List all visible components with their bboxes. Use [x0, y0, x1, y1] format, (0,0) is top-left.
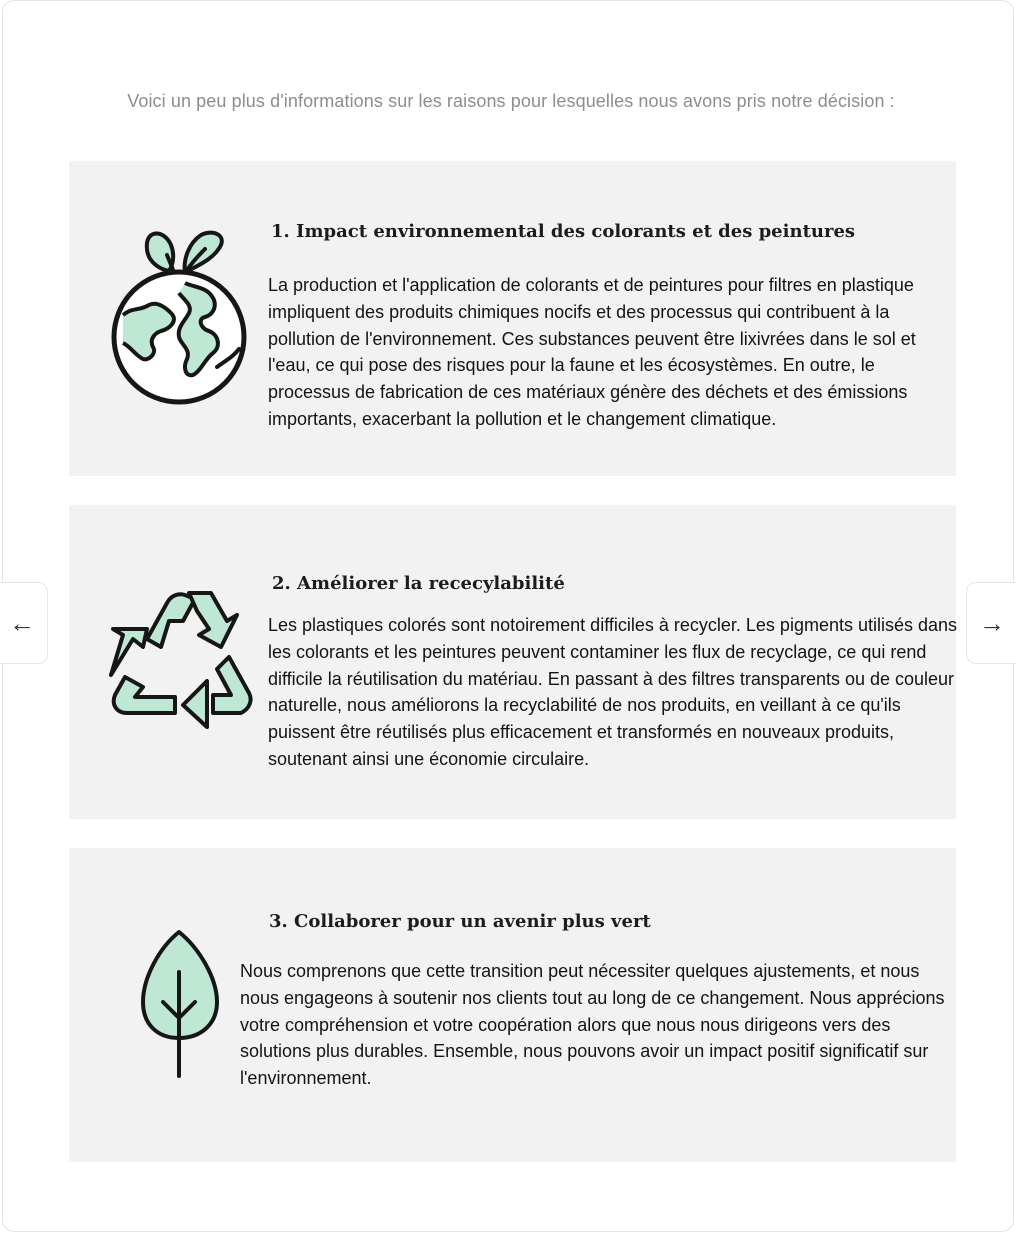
- recycle-icon: [103, 585, 259, 735]
- globe-with-sprout-icon: [109, 221, 251, 407]
- previous-slide-button[interactable]: [0, 582, 48, 664]
- section-title: 3. Collaborer pour un avenir plus vert: [269, 911, 651, 932]
- arrow-left-icon: ←: [9, 607, 35, 638]
- carousel-frame: [2, 0, 1014, 1232]
- section-card-environment: [69, 161, 956, 476]
- section-body: La production et l'application de colorants et de peintures pour filtres en plastique impliquent des produits chimiques nocifs et des processus qui contribuent à la pollution de l'environnement. Ces substances peuvent être lixivrées dans le sol et l'eau, ce qui pose des risques pour la faune et les écosystèmes. En outre, le processus de fabrication de ces matériaux génère des déchets et des émissions importants, exacerbant la pollution et le changement climatique.: [268, 275, 916, 429]
- section-card-recyclability: [69, 505, 956, 819]
- section-title: 1. Impact environnemental des colorants et des peintures: [271, 221, 856, 242]
- intro-text: Voici un peu plus d'informations sur les raisons pour lesquelles nous avons pris notre décision :: [127, 91, 895, 111]
- section-card-greener-future: [69, 848, 956, 1162]
- next-slide-button[interactable]: [966, 582, 1016, 664]
- arrow-right-icon: →: [979, 607, 1005, 638]
- section-body: Les plastiques colorés sont notoirement difficiles à recycler. Les pigments utilisés dans les colorants et les peintures peuvent contaminer les flux de recyclage, ce qui rend difficile la réutilisation du matériau. En passant à des filtres transparents ou de couleur naturelle, nous améliorons la recyclabilité de nos produits, en veillant à ce qu'ils puissent être réutilisés plus efficacement et transformés en nouveaux produits, soutenant ainsi une économie circulaire.: [268, 615, 958, 769]
- section-body: Nous comprenons que cette transition peut nécessiter quelques ajustements, et nous nous engageons à soutenir nos clients tout au long de ce changement. Nous apprécions votre compréhension et votre coopération alors que nous nous dirigeons vers des solutions plus durables. Ensemble, nous pouvons avoir un impact positif significatif sur l'environnement.: [240, 961, 945, 1089]
- leaf-icon: [141, 928, 221, 1080]
- section-title: 2. Améliorer la rececylabilité: [272, 573, 565, 594]
